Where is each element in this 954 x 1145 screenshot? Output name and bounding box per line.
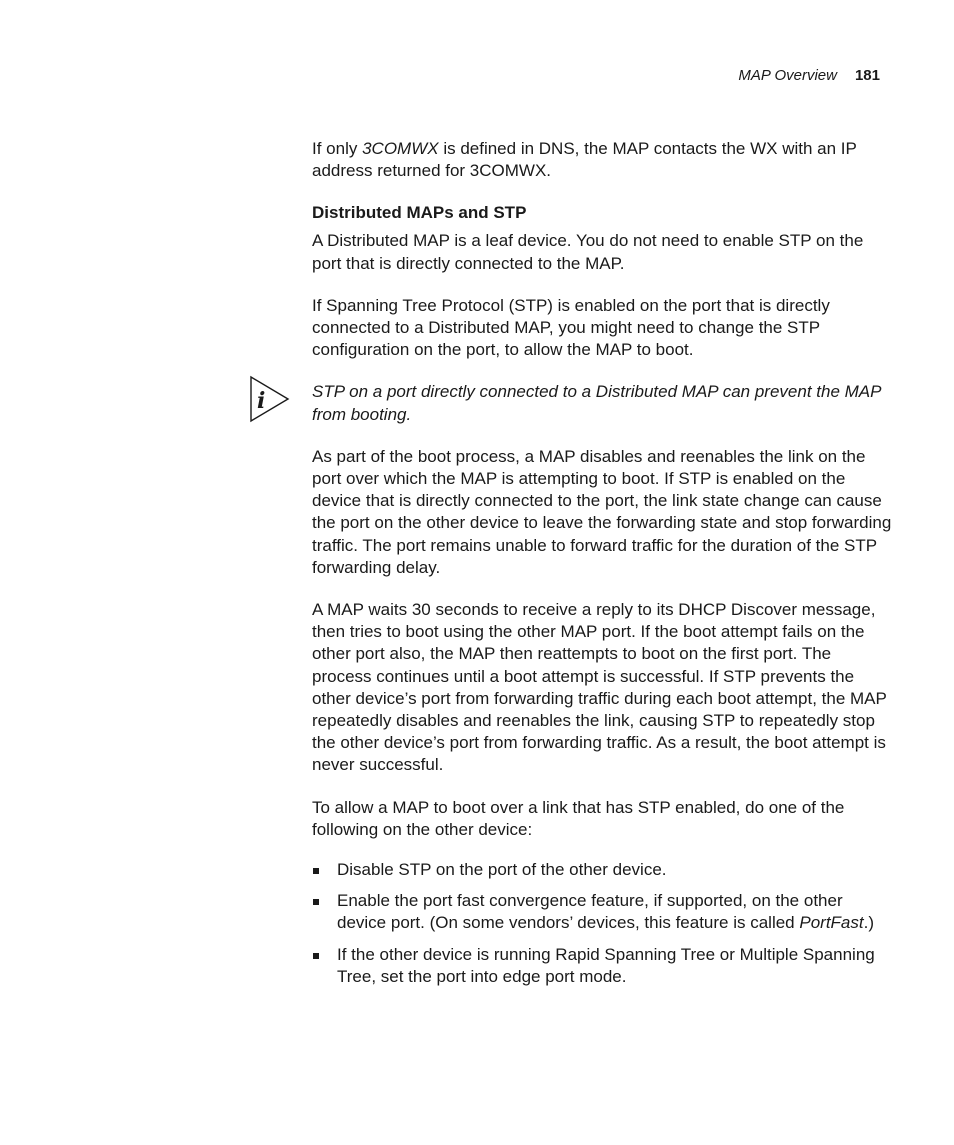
- paragraph-boot-process: As part of the boot process, a MAP disables and reenables the link on the port over which the MAP is attempting to boot. If STP is enabled on the device that is directly connected to the port, the link state change can cause the port on the other device to leave the forwarding state and stop forwarding traffic. The port remains unable to forward traffic for the duration of the STP forwarding delay.: [312, 446, 892, 577]
- bullet-square-icon: [313, 899, 319, 905]
- info-icon: [250, 375, 290, 423]
- list-item-italic-term: PortFast: [799, 913, 864, 933]
- list-item-text: Enable the port fast convergence feature, if supported, on the other device port. (On some vendors’ devices, this feature is called: [337, 891, 843, 933]
- page-number: 181: [854, 67, 880, 84]
- intro-italic-term: 3COMWX: [362, 139, 439, 158]
- paragraph-allow-boot: To allow a MAP to boot over a link that has STP enabled, do one of the following on the other device:: [312, 797, 845, 839]
- paragraph-stp-enabled: If Spanning Tree Protocol (STP) is enabled on the port that is directly connected to a Distributed MAP, you might need to change the STP configuration on the port, to allow the MAP to boot.: [312, 295, 830, 360]
- paragraph-leaf-device: A Distributed MAP is a leaf device. You do not need to enable STP on the port that is directly connected to the MAP.: [312, 231, 864, 273]
- running-header: [560, 66, 880, 86]
- intro-paragraph: [312, 138, 894, 182]
- list-item-text: Disable STP on the port of the other device.: [337, 860, 667, 880]
- list-item: [312, 944, 894, 988]
- section-heading: Distributed MAPs and STP: [312, 203, 527, 223]
- list-item: [312, 859, 894, 881]
- list-item-text: If the other device is running Rapid Spanning Tree or Multiple Spanning Tree, set the port into edge port mode.: [337, 944, 875, 986]
- intro-text-2: is defined in DNS, the MAP contacts the WX with an IP address returned for 3COMWX.: [312, 139, 857, 181]
- paragraph-map-waits: A MAP waits 30 seconds to receive a reply to its DHCP Discover message, then tries to boot using the other MAP port. If the boot attempt fails on the other port also, the MAP then reattempts to boot on the first port. The process continues until a boot attempt is successful. If STP prevents the other device’s port from forwarding traffic during each boot attempt, the MAP repeatedly disables and reenables the link, causing STP to repeatedly stop the other device’s port from forwarding traffic. As a result, the boot attempt is never successful.: [312, 600, 887, 775]
- list-item-text-end: .): [863, 913, 875, 933]
- note-text: STP on a port directly connected to a Distributed MAP can prevent the MAP from booting.: [312, 382, 881, 424]
- header-section-title: MAP Overview: [738, 67, 837, 84]
- page-content: [257, 138, 894, 997]
- options-list: [312, 859, 894, 988]
- svg-text:i: i: [257, 388, 266, 415]
- bullet-square-icon: [313, 953, 319, 959]
- list-item: [312, 890, 894, 934]
- note-block: [257, 381, 894, 425]
- bullet-square-icon: [313, 868, 319, 874]
- intro-text-1: If only: [312, 139, 363, 158]
